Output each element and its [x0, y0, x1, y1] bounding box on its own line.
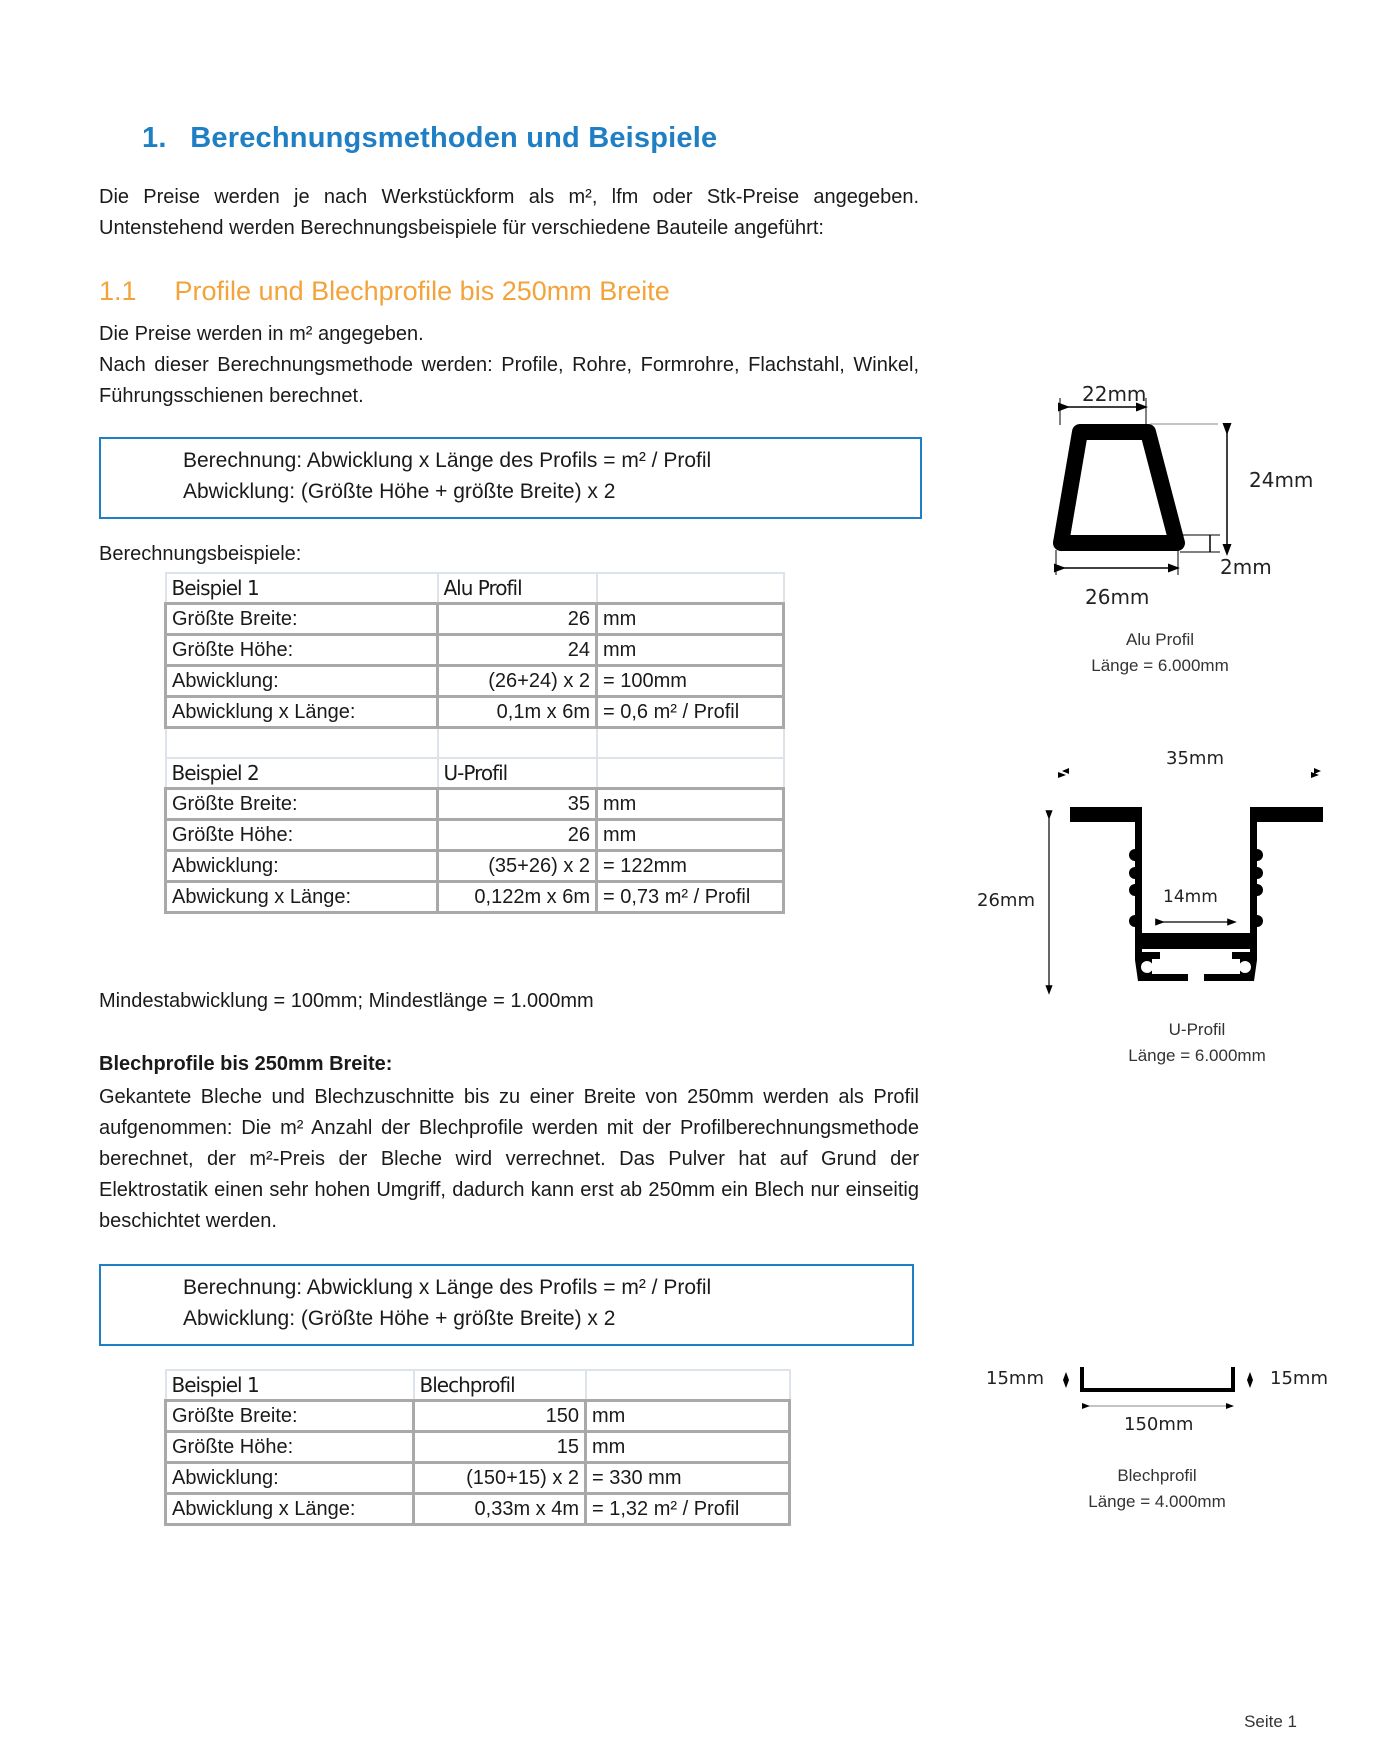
alu-profil-shape [1061, 432, 1177, 543]
table-row [166, 635, 784, 666]
figure-name: Blechprofil [1117, 1466, 1197, 1485]
table-cell: = 0,6 m² / Profil [597, 697, 784, 728]
table-cell: Blechprofil [414, 1370, 586, 1401]
formula-calculation: Berechnung: Abwicklung x Länge des Profils = m² / Profil [183, 449, 712, 472]
table-cell [597, 728, 784, 759]
table-cell [586, 1370, 790, 1401]
dim-width: 150mm [1124, 1414, 1194, 1435]
figure-u-profil [970, 745, 1350, 1075]
table-cell: Größte Höhe: [166, 820, 438, 851]
table-cell: Abwicklung x Länge: [166, 697, 438, 728]
section-text [99, 319, 919, 412]
table-header-row [166, 1370, 790, 1401]
heading-1-1 [99, 276, 670, 307]
table-cell: mm [597, 604, 784, 635]
table-cell [597, 573, 784, 604]
table-header-row [166, 573, 784, 604]
heading-1-title: Berechnungsmethoden und Beispiele [190, 122, 718, 154]
dim-width: 35mm [1166, 748, 1224, 769]
table-cell [438, 728, 597, 759]
dim-inner-width: 14mm [1163, 887, 1218, 907]
table-cell: 0,33m x 4m [414, 1494, 586, 1525]
table-row [166, 851, 784, 882]
table-row [166, 789, 784, 820]
table-cell: Abwicklung: [166, 1463, 414, 1494]
blechprofil-shape [1082, 1367, 1233, 1390]
dim-bottom-width: 26mm [1085, 585, 1150, 609]
section-text-line-2: Nach dieser Berechnungsmethode werden: Profile, Rohre, Formrohre, Flachstahl, Winkel, Führungsschienen berechnet. [99, 354, 919, 407]
table-cell: mm [597, 820, 784, 851]
table-cell: = 0,73 m² / Profil [597, 882, 784, 913]
formula-box-1 [99, 437, 922, 519]
blech-subheading: Blechprofile bis 250mm Breite: [99, 1053, 393, 1075]
intro-paragraph: Die Preise werden je nach Werkstückform als m², lfm oder Stk-Preise angegeben. Untenstehend werden Berechnungsbeispiele für verschiedene Bauteile angeführt: [99, 186, 919, 239]
alu-profil-caption [1070, 627, 1250, 679]
table-cell: 26 [438, 604, 597, 635]
table-spacer-row [166, 728, 784, 759]
table-cell: (35+26) x 2 [438, 851, 597, 882]
table-header-row [166, 758, 784, 789]
figure-name: Alu Profil [1125, 630, 1195, 649]
figure-blechprofil [980, 1350, 1350, 1530]
table-cell: Abwicklung: [166, 851, 438, 882]
table-cell: Größte Breite: [166, 789, 438, 820]
dim-top-width: 22mm [1082, 382, 1147, 406]
blech-paragraph: Gekantete Bleche und Blechzuschnitte bis zu einer Breite von 250mm werden als Profil aufgenommen: Die m² Anzahl der Blechprofile werden mit der Profilberechnungsmethode berechnet, der m²-Preis der Bleche wird verrechnet. Das Pulver hat auf Grund der Elektrostatik einen sehr hohen Umgriff, dadurch kann erst ab 250mm ein Blech nur einseitig beschichtet werden. [99, 1086, 919, 1232]
table-cell: 35 [438, 789, 597, 820]
table-cell: (26+24) x 2 [438, 666, 597, 697]
examples-label: Berechnungsbeispiele: [99, 543, 302, 565]
page-number: Seite 1 [1244, 1712, 1297, 1731]
table-row [166, 1432, 790, 1463]
table-row [166, 604, 784, 635]
examples-table-2 [164, 1369, 791, 1526]
table-cell: 0,1m x 6m [438, 697, 597, 728]
table-row [166, 697, 784, 728]
dim-wall: 2mm [1220, 555, 1272, 579]
figure-length: Länge = 6.000mm [1128, 1046, 1266, 1065]
table-cell: 24 [438, 635, 597, 666]
table-cell: Abwickung x Länge: [166, 882, 438, 913]
table-cell: mm [586, 1401, 790, 1432]
table-cell: Beispiel 1 [166, 573, 438, 604]
table-row [166, 666, 784, 697]
table-cell: (150+15) x 2 [414, 1463, 586, 1494]
table-cell: Größte Breite: [166, 1401, 414, 1432]
formula-abwicklung: Abwicklung: (Größte Höhe + größte Breite) x 2 [183, 1307, 616, 1330]
table-cell: 150 [414, 1401, 586, 1432]
dim-left-height: 15mm [986, 1368, 1044, 1389]
heading-1-number: 1. [142, 122, 167, 154]
u-profil-caption [1102, 1017, 1292, 1069]
formula-calculation: Berechnung: Abwicklung x Länge des Profils = m² / Profil [183, 1276, 712, 1299]
table-cell: 15 [414, 1432, 586, 1463]
table-cell: = 330 mm [586, 1463, 790, 1494]
dim-height: 24mm [1249, 468, 1314, 492]
table-cell: mm [586, 1432, 790, 1463]
figure-length: Länge = 4.000mm [1088, 1492, 1226, 1511]
heading-1-1-number: 1.1 [99, 276, 137, 306]
table-cell: 0,122m x 6m [438, 882, 597, 913]
table-cell: Größte Breite: [166, 604, 438, 635]
figure-alu-profil [1030, 382, 1340, 685]
table-cell: = 122mm [597, 851, 784, 882]
formula-abwicklung: Abwicklung: (Größte Höhe + größte Breite) x 2 [183, 480, 616, 503]
table-row [166, 1494, 790, 1525]
heading-1-1-title: Profile und Blechprofile bis 250mm Breite [174, 276, 670, 306]
figure-name: U-Profil [1168, 1020, 1226, 1039]
table-cell [597, 758, 784, 789]
table-cell: 26 [438, 820, 597, 851]
table-cell: = 100mm [597, 666, 784, 697]
minimum-values: Mindestabwicklung = 100mm; Mindestlänge = 1.000mm [99, 990, 594, 1012]
table-cell: Beispiel 1 [166, 1370, 414, 1401]
blechprofil-caption [1062, 1463, 1252, 1515]
formula-box-2 [99, 1264, 914, 1346]
table-row [166, 882, 784, 913]
table-cell: mm [597, 635, 784, 666]
table-cell: Abwicklung x Länge: [166, 1494, 414, 1525]
table-row [166, 820, 784, 851]
table-row [166, 1463, 790, 1494]
dim-right-height: 15mm [1270, 1368, 1328, 1389]
table-cell: Alu Profil [438, 573, 597, 604]
table-cell: Beispiel 2 [166, 758, 438, 789]
table-cell [166, 728, 438, 759]
table-cell: Größte Höhe: [166, 635, 438, 666]
table-row [166, 1401, 790, 1432]
table-cell: U-Profil [438, 758, 597, 789]
heading-1 [142, 122, 717, 155]
section-text-line-1: Die Preise werden in m² angegeben. [99, 323, 424, 345]
examples-table-1 [164, 572, 785, 914]
table-cell: Abwicklung: [166, 666, 438, 697]
table-cell: = 1,32 m² / Profil [586, 1494, 790, 1525]
table-cell: Größte Höhe: [166, 1432, 414, 1463]
dim-height: 26mm [977, 890, 1035, 911]
figure-length: Länge = 6.000mm [1091, 656, 1229, 675]
table-cell: mm [597, 789, 784, 820]
